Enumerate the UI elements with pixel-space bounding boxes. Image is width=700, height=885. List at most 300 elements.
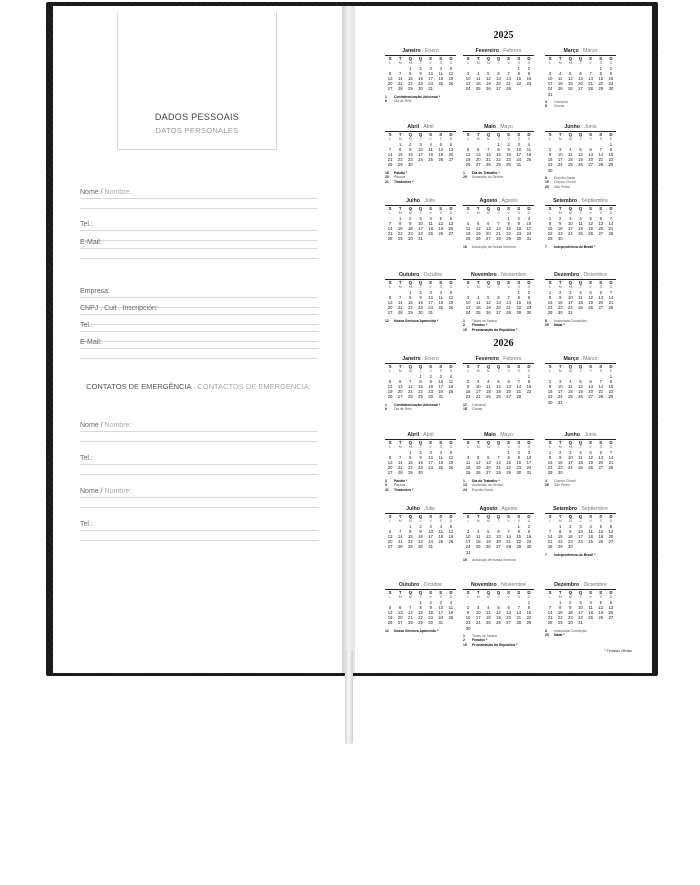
weekday-label-es: L	[467, 519, 470, 524]
day-cell: 1	[517, 289, 520, 295]
day-cell: 26	[438, 231, 444, 237]
day-cell: 11	[438, 528, 443, 534]
day-cell: 23	[465, 394, 471, 400]
weekday-label-es: M	[476, 595, 480, 600]
emergency-field[interactable]	[80, 421, 318, 432]
personal-field[interactable]	[80, 321, 318, 332]
day-cell: 17	[418, 151, 423, 157]
day-cell: 8	[399, 220, 402, 226]
day-cell: 24	[568, 305, 573, 311]
month-title	[463, 48, 534, 56]
day-cell: 11	[578, 220, 583, 226]
weekday-label-es: V	[507, 519, 510, 524]
month-title	[385, 124, 456, 132]
weekday-label-es: S	[517, 369, 520, 374]
weekday-label-es: M	[486, 519, 490, 524]
day-cell: 29	[418, 394, 423, 400]
weekday-label: T	[476, 132, 480, 137]
month-title	[385, 48, 456, 56]
day-cell: 17	[557, 389, 563, 395]
day-cell: 6	[599, 449, 602, 455]
day-cell: 3	[559, 378, 562, 384]
month-janeiro	[385, 48, 456, 104]
field-label: Tel.:	[80, 521, 93, 528]
separator: .	[579, 272, 584, 278]
day-cell: 29	[506, 236, 511, 242]
day-cell: 7	[609, 289, 613, 295]
weekday-label: S	[507, 280, 511, 285]
day-grid	[545, 290, 616, 316]
day-cell: 5	[589, 449, 592, 455]
day-cell: 6	[579, 70, 582, 76]
day-cell: 25	[578, 305, 583, 311]
day-cell: 8	[517, 528, 520, 534]
weekday-label: S	[466, 440, 470, 445]
weekday-label: S	[429, 514, 433, 519]
weekday-label: T	[558, 280, 562, 285]
day-cell: 24	[557, 162, 563, 168]
weekday-label-es: M	[558, 285, 562, 290]
day-cell: 6	[449, 215, 453, 221]
weekday-label: D	[527, 132, 531, 137]
day-cell: 20	[397, 389, 403, 395]
day-cell: 1	[609, 373, 613, 379]
weekday-label-es: S	[517, 285, 520, 290]
day-cell: 21	[397, 305, 403, 311]
day-cell: 4	[477, 70, 480, 76]
day-cell: 18	[578, 225, 583, 231]
holiday-day: 3	[385, 478, 387, 483]
day-cell: 2	[559, 289, 562, 295]
day-cell: 1	[548, 215, 552, 221]
day-cell: 26	[486, 544, 491, 550]
month-title	[385, 356, 456, 364]
day-cell: 28	[598, 394, 604, 400]
holiday-day: 6	[385, 99, 387, 104]
day-cell: 1	[409, 65, 412, 71]
day-cell: 29	[418, 620, 423, 626]
day-cell: 23	[557, 231, 563, 237]
weekday-label: Q	[568, 206, 573, 211]
weekday-label: T	[476, 590, 480, 595]
holiday-list	[545, 319, 616, 328]
day-cell: 24	[418, 231, 423, 237]
day-cell: 14	[506, 533, 511, 539]
day-cell: 30	[608, 86, 614, 92]
month-outubro	[385, 582, 456, 633]
separator: .	[495, 124, 501, 130]
day-cell: 30	[547, 167, 553, 173]
day-cell: 21	[506, 539, 511, 545]
day-cell: 26	[496, 394, 501, 400]
day-cell: 8	[419, 604, 422, 610]
personal-field[interactable]	[80, 338, 318, 349]
month-name-pt: Abril	[407, 432, 420, 438]
month-name-pt: Novembro	[470, 272, 497, 278]
day-cell: 19	[588, 225, 593, 231]
holiday-item	[385, 180, 456, 185]
weekday-label: Q	[578, 56, 583, 61]
writing-line	[80, 539, 318, 541]
day-cell: 17	[526, 225, 532, 231]
personal-field[interactable]	[80, 188, 318, 199]
weekday-label-es: S	[439, 519, 442, 524]
day-cell: 13	[475, 151, 481, 157]
weekday-label: T	[558, 132, 562, 137]
day-cell: 16	[408, 151, 413, 157]
holiday-name: Dia de Reis	[394, 407, 412, 412]
day-cell: 28	[496, 236, 501, 242]
day-cell: 5	[497, 378, 500, 384]
holiday-item	[545, 104, 616, 109]
day-cell: 4	[527, 141, 531, 147]
day-cell: 21	[397, 539, 403, 545]
day-cell: 21	[486, 157, 491, 163]
weekday-label: S	[388, 56, 392, 61]
day-cell: 28	[608, 231, 614, 237]
day-cell: 31	[526, 470, 532, 476]
separator: .	[579, 582, 584, 588]
day-cell: 14	[496, 459, 501, 465]
day-grid	[385, 290, 456, 316]
day-cell: 20	[496, 305, 501, 311]
day-cell: 25	[486, 620, 491, 626]
personal-field[interactable]	[80, 220, 318, 231]
day-cell: 22	[506, 465, 511, 471]
weekday-label-es: M	[486, 285, 490, 290]
weekday-label: D	[527, 280, 531, 285]
day-cell: 22	[547, 465, 553, 471]
month-março	[545, 356, 616, 405]
holiday-name: Proclamação da República *	[472, 327, 518, 332]
weekday-label-es: L	[549, 519, 552, 524]
day-cell: 25	[428, 231, 433, 237]
day-cell: 11	[588, 528, 593, 534]
day-cell: 19	[588, 459, 593, 465]
separator: .	[419, 272, 424, 278]
day-cell: 4	[477, 294, 480, 300]
weekday-label: D	[609, 364, 613, 369]
month-name-es: Junio	[584, 432, 597, 438]
day-cell: 26	[578, 394, 583, 400]
weekday-label: S	[429, 132, 433, 137]
month-março	[545, 48, 616, 109]
weekday-label: S	[599, 590, 603, 595]
day-grid	[545, 374, 616, 405]
holiday-name: Finados *	[472, 638, 488, 643]
day-cell: 27	[608, 615, 614, 621]
month-name-es: Enero	[424, 356, 439, 362]
weekday-label-es: S	[517, 211, 520, 216]
weekday-label-es: V	[589, 61, 592, 66]
day-cell: 12	[486, 75, 491, 81]
month-name-pt: Setembro	[553, 198, 578, 204]
day-cell: 24	[547, 86, 553, 92]
day-cell: 13	[448, 146, 454, 152]
day-cell: 4	[589, 599, 592, 605]
day-cell: 1	[599, 65, 602, 71]
day-cell: 14	[496, 225, 501, 231]
holiday-list	[385, 171, 456, 185]
weekday-label-es: L	[549, 137, 552, 142]
day-cell: 23	[516, 231, 522, 237]
weekday-label: S	[388, 364, 392, 369]
day-cell: 20	[506, 389, 511, 395]
weekday-label-es: V	[589, 595, 592, 600]
day-cell: 7	[548, 604, 552, 610]
day-cell: 10	[438, 604, 444, 610]
day-cell: 16	[465, 615, 471, 621]
day-cell: 22	[418, 615, 423, 621]
day-cell: 11	[568, 383, 573, 389]
holiday-name: Confraternização Universal *	[394, 94, 441, 99]
weekday-label-es: M	[568, 137, 572, 142]
day-cell: 11	[578, 454, 583, 460]
day-cell: 20	[598, 459, 604, 465]
day-cell: 5	[449, 65, 453, 71]
day-cell: 19	[568, 81, 573, 87]
day-cell: 29	[526, 620, 532, 626]
day-grid	[545, 66, 616, 97]
day-cell: 28	[516, 620, 522, 626]
field-label: Nome /	[80, 488, 105, 495]
day-cell: 21	[496, 231, 501, 237]
holiday-name: Nossa Senhora Aparecida *	[394, 318, 439, 323]
holiday-name: Imaculada Conceição	[554, 628, 587, 633]
day-cell: 24	[578, 539, 583, 545]
weekday-label: T	[476, 280, 480, 285]
day-cell: 1	[399, 215, 402, 221]
weekday-label-es: D	[527, 137, 531, 142]
day-cell: 28	[608, 465, 614, 471]
day-grid	[463, 216, 534, 242]
day-cell: 30	[418, 86, 423, 92]
holiday-day: 17	[463, 402, 467, 407]
weekday-label-es: M	[476, 211, 480, 216]
day-cell: 5	[579, 146, 582, 152]
weekday-label: T	[476, 206, 480, 211]
month-name-pt: Abril	[407, 124, 420, 130]
day-cell: 5	[487, 528, 490, 534]
weekday-label-es: M	[398, 61, 402, 66]
day-cell: 8	[409, 294, 412, 300]
day-cell: 10	[465, 533, 471, 539]
day-cell: 10	[568, 454, 573, 460]
day-cell: 18	[438, 299, 444, 305]
weekday-label-es: V	[507, 285, 510, 290]
day-cell: 19	[475, 465, 481, 471]
day-cell: 17	[428, 459, 433, 465]
emergency-title-pt: CONTATOS DE EMERGÊNCIA	[86, 382, 192, 391]
day-cell: 2	[429, 599, 432, 605]
weekday-label-es: S	[439, 285, 442, 290]
day-cell: 1	[507, 215, 510, 221]
day-cell: 11	[428, 220, 433, 226]
field-label: Tel.:	[80, 455, 93, 462]
day-cell: 28	[598, 162, 604, 168]
day-cell: 26	[387, 394, 393, 400]
day-cell: 11	[465, 225, 471, 231]
month-junho	[545, 432, 616, 488]
holiday-list	[545, 553, 616, 558]
day-cell: 21	[598, 157, 604, 163]
weekday-label-es: M	[408, 369, 412, 374]
day-cell: 23	[547, 394, 553, 400]
holiday-item	[463, 643, 534, 648]
day-cell: 10	[557, 383, 563, 389]
weekday-label-es: M	[476, 445, 480, 450]
day-cell: 9	[517, 220, 520, 226]
day-cell: 24	[465, 310, 471, 316]
weekday-label-es: L	[467, 137, 470, 142]
day-cell: 10	[428, 294, 433, 300]
personal-data-subtitle: DATOS PERSONALES	[155, 126, 239, 135]
day-cell: 12	[448, 528, 454, 534]
personal-field[interactable]	[80, 287, 318, 298]
weekday-label: D	[609, 514, 613, 519]
day-cell: 7	[399, 528, 402, 534]
holiday-day: 4	[545, 99, 547, 104]
weekday-label-es: M	[568, 285, 572, 290]
weekday-label: Q	[486, 56, 491, 61]
day-cell: 23	[428, 615, 433, 621]
day-cell: 25	[578, 231, 583, 237]
day-cell: 5	[497, 604, 500, 610]
holiday-list	[545, 629, 616, 638]
day-cell: 4	[439, 65, 442, 71]
day-cell: 9	[409, 146, 412, 152]
day-cell: 7	[409, 604, 412, 610]
day-cell: 28	[496, 470, 501, 476]
weekday-label: Q	[496, 206, 501, 211]
day-cell: 9	[569, 528, 572, 534]
day-cell: 9	[419, 70, 422, 76]
day-cell: 19	[598, 533, 604, 539]
day-cell: 1	[517, 523, 520, 529]
emergency-title-es: . CONTACTOS DE EMERGENCIA:	[191, 382, 311, 391]
weekday-label: Q	[568, 514, 573, 519]
holiday-list	[545, 100, 616, 109]
month-title	[463, 356, 534, 364]
day-cell: 1	[517, 65, 520, 71]
day-cell: 31	[465, 549, 471, 555]
holiday-list	[463, 319, 534, 333]
day-cell: 16	[547, 389, 553, 395]
day-cell: 21	[387, 157, 393, 163]
bookmark-ribbon[interactable]	[345, 650, 353, 744]
month-name-pt: Julho	[406, 506, 420, 512]
weekday-label: S	[517, 514, 521, 519]
day-cell: 8	[527, 378, 531, 384]
separator: .	[577, 506, 582, 512]
day-cell: 23	[465, 620, 471, 626]
weekday-label: S	[388, 440, 392, 445]
day-cell: 13	[598, 454, 604, 460]
day-cell: 16	[608, 75, 614, 81]
weekday-label: S	[548, 56, 552, 61]
day-cell: 28	[408, 620, 413, 626]
day-cell: 26	[448, 539, 454, 545]
day-cell: 7	[548, 528, 552, 534]
day-cell: 18	[568, 157, 573, 163]
weekday-label: D	[449, 364, 453, 369]
weekday-label-es: L	[467, 445, 470, 450]
weekday-label-es: M	[486, 61, 490, 66]
day-cell: 4	[439, 449, 442, 455]
day-cell: 15	[526, 609, 532, 615]
year-title: 2026	[493, 338, 514, 349]
day-cell: 26	[598, 539, 604, 545]
weekday-label: D	[449, 132, 453, 137]
day-cell: 16	[526, 299, 532, 305]
month-name-es: Junio	[584, 124, 597, 130]
day-cell: 5	[449, 289, 453, 295]
day-cell: 4	[589, 523, 592, 529]
day-cell: 27	[578, 86, 583, 92]
day-cell: 30	[418, 544, 423, 550]
day-cell: 11	[438, 70, 443, 76]
day-cell: 9	[559, 454, 562, 460]
day-cell: 25	[465, 236, 471, 242]
day-cell: 2	[527, 523, 531, 529]
day-cell: 12	[438, 146, 444, 152]
day-cell: 13	[387, 75, 393, 81]
day-cell: 20	[578, 81, 583, 87]
day-cell: 16	[568, 609, 573, 615]
weekday-label-es: M	[398, 519, 402, 524]
holiday-day: 1	[385, 402, 387, 407]
month-setembro	[545, 198, 616, 249]
emergency-field[interactable]	[80, 487, 318, 498]
weekday-label-es: D	[527, 61, 531, 66]
day-cell: 17	[547, 81, 553, 87]
day-grid	[545, 142, 616, 173]
weekday-label-es: V	[507, 595, 510, 600]
personal-field[interactable]	[80, 238, 318, 249]
emergency-field[interactable]	[80, 454, 318, 465]
weekday-label-es: V	[507, 61, 510, 66]
day-cell: 28	[588, 86, 593, 92]
personal-field[interactable]	[80, 304, 318, 315]
day-cell: 24	[475, 620, 481, 626]
weekday-label: Q	[578, 364, 583, 369]
writing-line	[80, 440, 318, 442]
day-cell: 14	[486, 151, 491, 157]
emergency-field[interactable]	[80, 520, 318, 531]
weekday-label: S	[429, 440, 433, 445]
holiday-day: 29	[545, 184, 549, 189]
month-name-pt: Dezembro	[554, 582, 580, 588]
weekday-label: S	[439, 132, 443, 137]
day-cell: 5	[589, 289, 592, 295]
weekday-label: Q	[578, 206, 583, 211]
separator: .	[498, 48, 504, 54]
day-cell: 11	[588, 604, 593, 610]
day-cell: 26	[578, 162, 583, 168]
day-cell: 19	[486, 81, 491, 87]
day-cell: 23	[557, 305, 563, 311]
weekday-label: T	[558, 440, 562, 445]
day-cell: 30	[418, 470, 423, 476]
field-label: Nome /	[80, 422, 105, 429]
day-cell: 22	[516, 305, 522, 311]
day-cell: 25	[475, 544, 481, 550]
weekday-label: S	[466, 280, 470, 285]
weekday-label: D	[527, 364, 531, 369]
separator: .	[419, 198, 425, 204]
month-name-pt: Maio	[484, 124, 496, 130]
weekday-label-es: J	[419, 285, 422, 290]
